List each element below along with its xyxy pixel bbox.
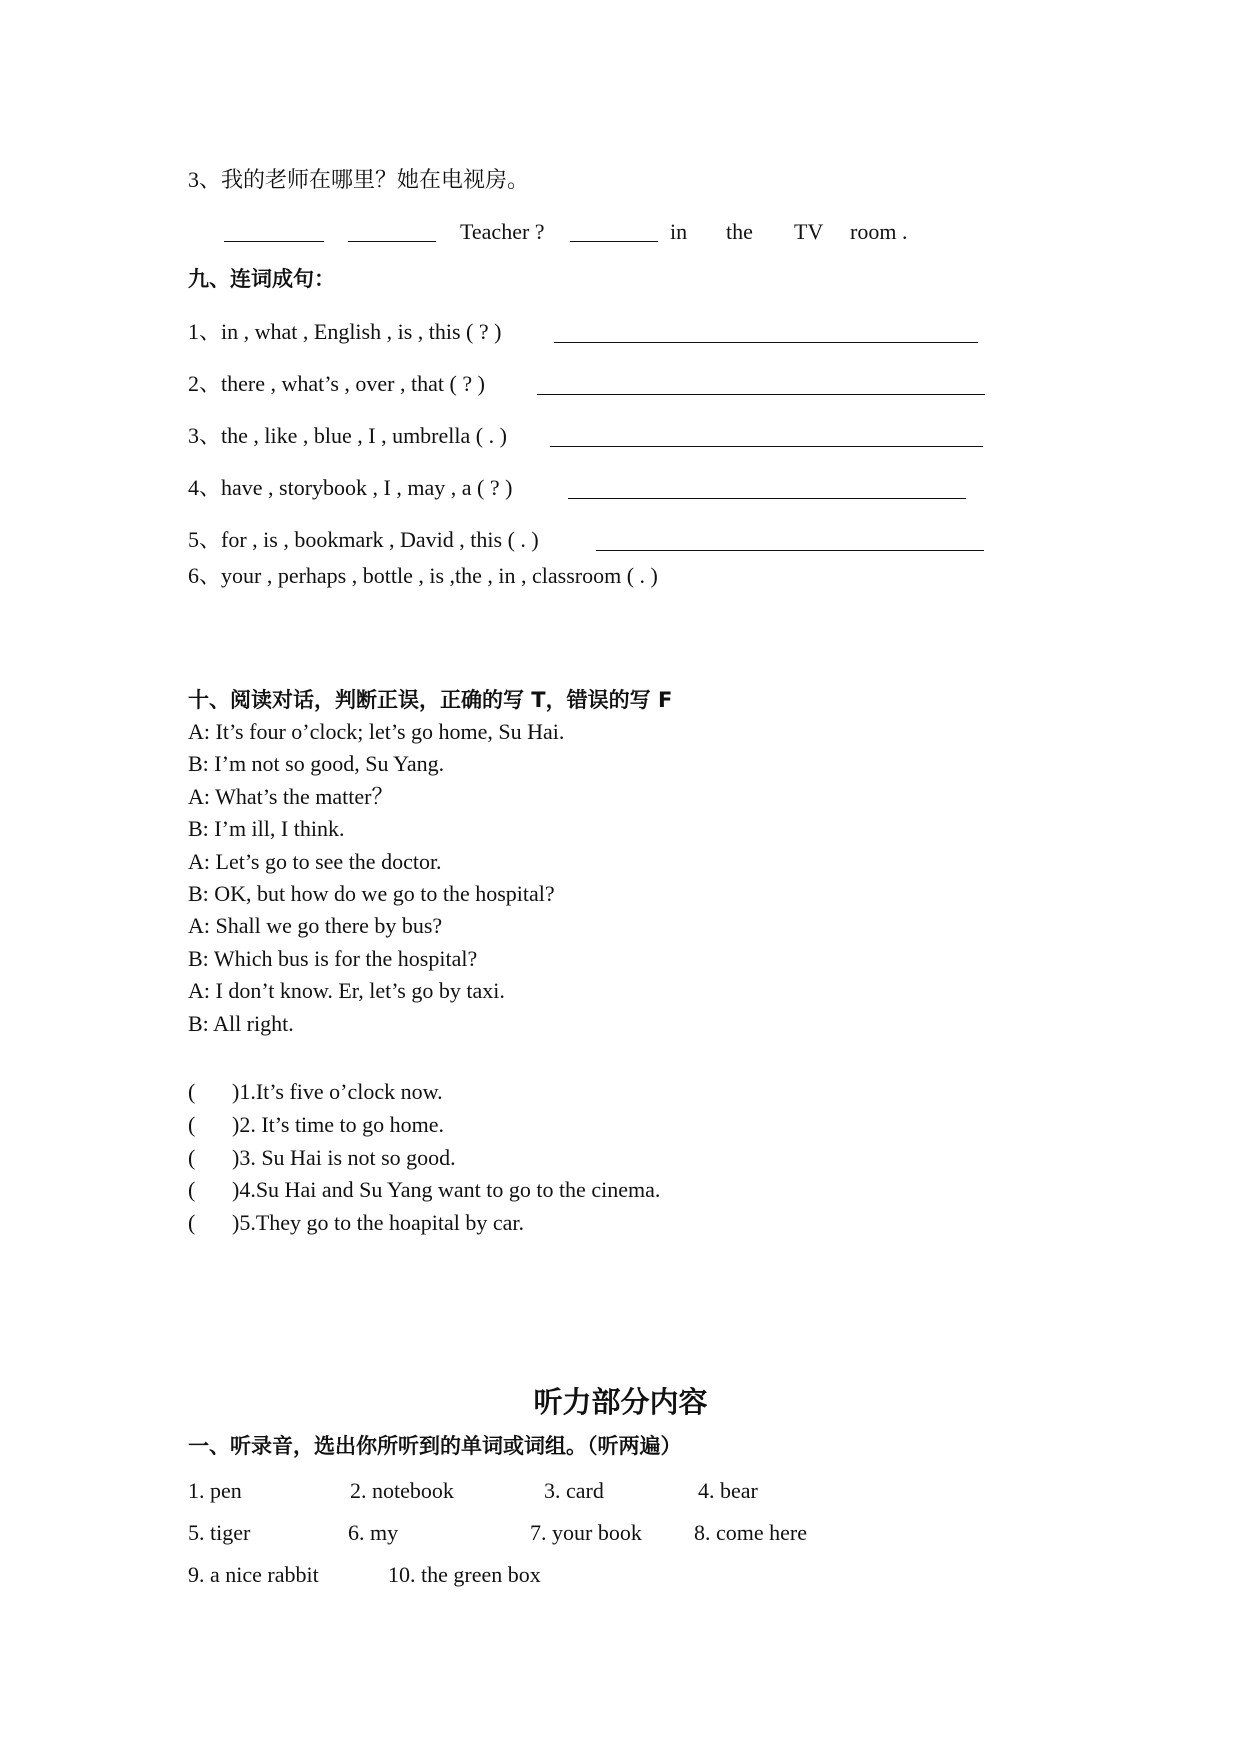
tf-statement-1: )1.It’s five o’clock now. xyxy=(232,1079,443,1104)
section9-item-3: 3、the , like , blue , I , umbrella ( . ) xyxy=(188,423,507,448)
tf-open-paren: ( xyxy=(188,1210,196,1235)
section9-heading: 九、连词成句： xyxy=(188,267,335,291)
q3-blank-1[interactable] xyxy=(224,241,324,242)
listening-word: 1. pen xyxy=(188,1478,242,1503)
listening-word: 7. your book xyxy=(530,1520,642,1545)
listening-word: 2. notebook xyxy=(350,1478,454,1503)
section9-item-5: 5、for , is , bookmark , David , this ( . ) xyxy=(188,527,539,552)
dialogue-line: A: It’s four o’clock; let’s go home, Su Hai. xyxy=(188,719,565,744)
q3-tv-word: TV xyxy=(794,219,824,244)
listening-word: 3. card xyxy=(544,1478,604,1503)
answer-line-1[interactable] xyxy=(554,342,978,343)
listening-word: 4. bear xyxy=(698,1478,758,1503)
dialogue-line: A: What’s the matter？ xyxy=(188,783,394,809)
answer-line-3[interactable] xyxy=(550,446,983,447)
dialogue-line: B: All right. xyxy=(188,1010,294,1036)
listening-word: 6. my xyxy=(348,1520,399,1545)
dialogue xyxy=(188,716,564,1040)
q3-in-word: in xyxy=(670,219,688,244)
answer-line-5[interactable] xyxy=(596,550,984,551)
tf-statement-2: )2. It’s time to go home. xyxy=(232,1112,445,1137)
tf-statement-3: )3. Su Hai is not so good. xyxy=(232,1145,456,1170)
listening-heading: 一、听录音，选出你所听到的单词或词组。（听两遍） xyxy=(188,1434,682,1458)
tf-open-paren: ( xyxy=(188,1079,196,1104)
listening-word: 8. come here xyxy=(694,1520,807,1545)
section9-item-4: 4、have , storybook , I , may , a ( ? ) xyxy=(188,475,513,500)
dialogue-line: A: Let’s go to see the doctor. xyxy=(188,848,442,874)
tf-open-paren: ( xyxy=(188,1145,196,1170)
tf-open-paren: ( xyxy=(188,1112,196,1137)
answer-line-4[interactable] xyxy=(568,498,966,499)
answer-line-2[interactable] xyxy=(537,394,985,395)
dialogue-line: B: I’m ill, I think. xyxy=(188,816,345,842)
tf-statement-4: )4.Su Hai and Su Yang want to go to the cinema. xyxy=(232,1177,661,1202)
section9-item-1: 1、in , what , English , is , this ( ? ) xyxy=(188,319,502,344)
dialogue-line: A: Shall we go there by bus? xyxy=(188,913,443,939)
tf-statement-5: )5.They go to the hoapital by car. xyxy=(232,1210,525,1235)
listening-word: 10. the green box xyxy=(388,1562,541,1587)
dialogue-line: A: I don’t know. Er, let’s go by taxi. xyxy=(188,978,505,1004)
dialogue-line: B: Which bus is for the hospital? xyxy=(188,945,478,971)
tf-open-paren: ( xyxy=(188,1177,196,1202)
q3-blank-2[interactable] xyxy=(348,241,436,242)
section9-item-2: 2、there , what’s , over , that ( ? ) xyxy=(188,371,485,396)
listening-title: 听力部分内容 xyxy=(533,1385,708,1419)
q3-blank-3[interactable] xyxy=(570,241,658,242)
dialogue-line: B: OK, but how do we go to the hospital? xyxy=(188,881,555,907)
q3-the-word: the xyxy=(726,219,753,244)
q3-teacher-word: Teacher ? xyxy=(460,219,545,244)
listening-word: 9. a nice rabbit xyxy=(188,1562,319,1587)
q3-room-word: room . xyxy=(850,219,908,244)
dialogue-line: B: I’m not so good, Su Yang. xyxy=(188,751,445,777)
listening-word: 5. tiger xyxy=(188,1520,251,1545)
section9-item-6: 6、your , perhaps , bottle , is ,the , in , classroom ( . ) xyxy=(188,563,658,588)
q3-prompt: 3、我的老师在哪里？她在电视房。 xyxy=(188,167,530,192)
section10-heading: 十、阅读对话，判断正误，正确的写 T，错误的写 F xyxy=(188,688,673,712)
